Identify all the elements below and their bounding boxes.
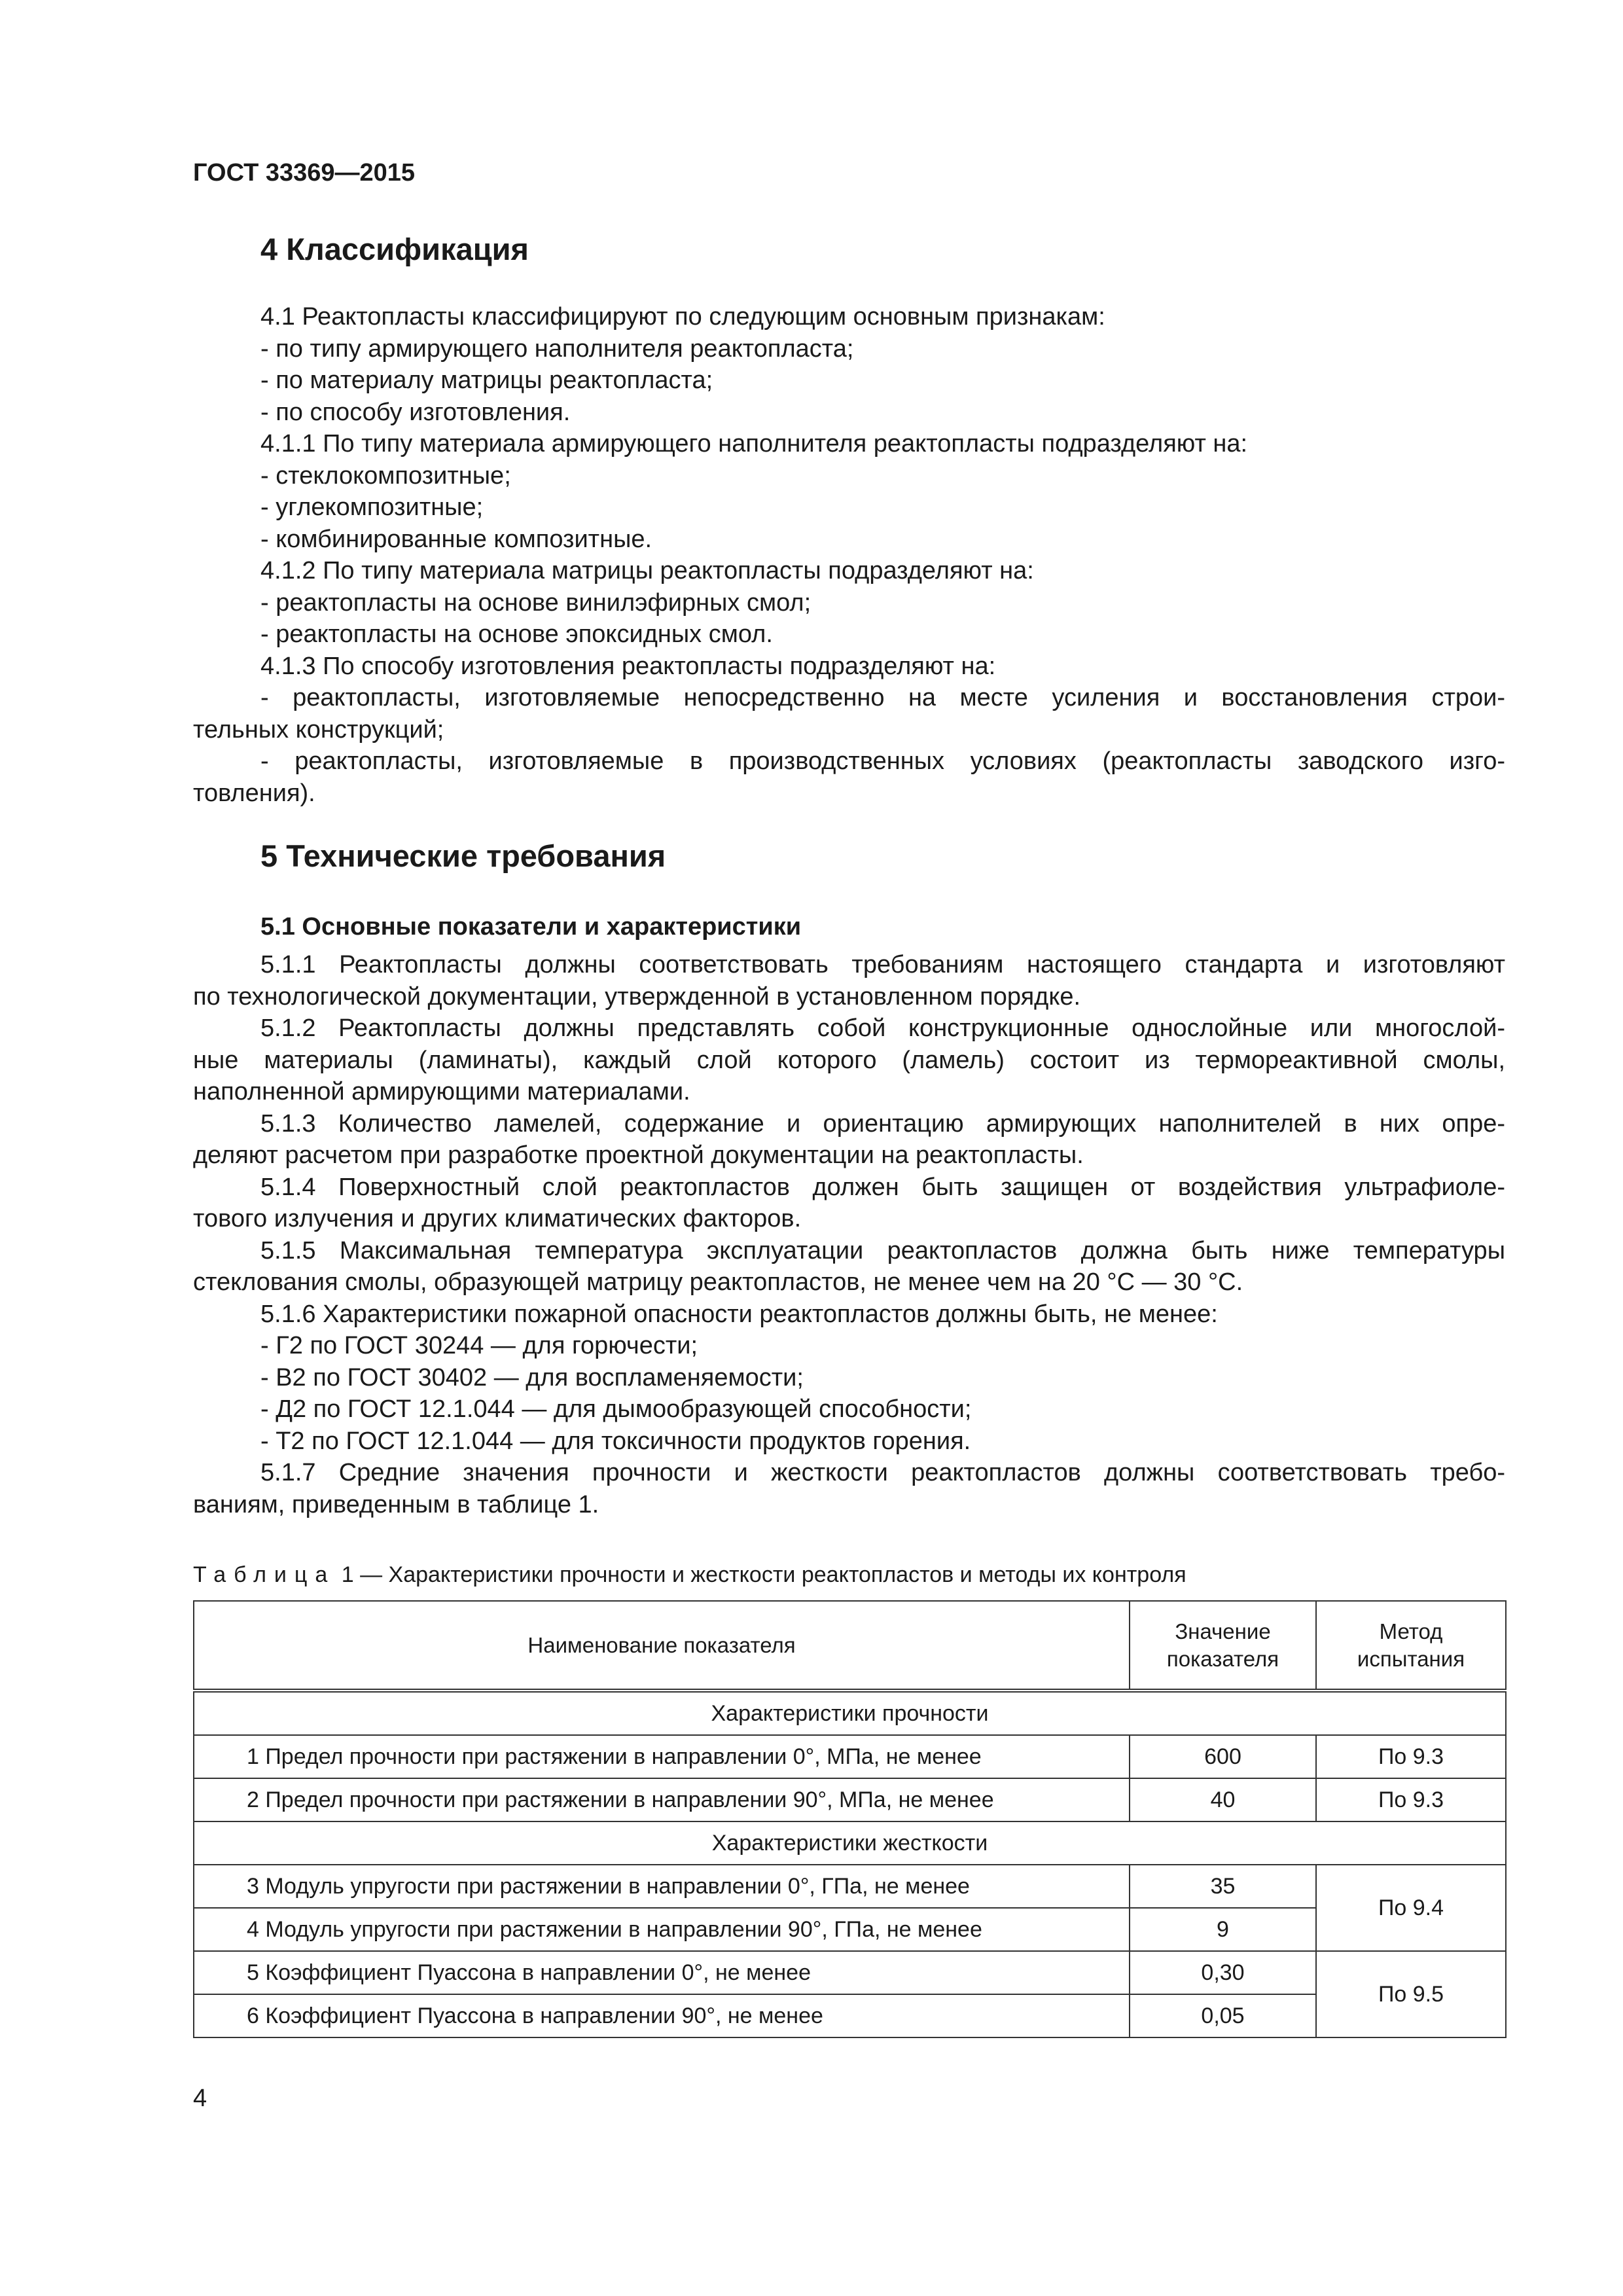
paragraph-continued: тового излучения и других климатических факторов. <box>193 1205 802 1232</box>
section-4-body <box>193 301 1505 809</box>
paragraph: 4.1.3 По способу изготовления реактопласты подразделяют на: <box>260 652 996 680</box>
paragraph-continued: по технологической документации, утвержденной в установленном порядке. <box>193 982 1081 1011</box>
subsection-5-1-title: 5.1 Основные показатели и характеристики <box>260 913 802 941</box>
table-row <box>194 1735 1506 1778</box>
list-item: - углекомпозитные; <box>260 493 484 521</box>
cell-value: 40 <box>1130 1778 1316 1821</box>
header-value: Значение показателя <box>1130 1601 1316 1691</box>
table-caption-text: 1 — Характеристики прочности и жесткости реактопластов и методы их контроля <box>335 1562 1186 1587</box>
paragraph-continued: стеклования смолы, образующей матрицу реактопластов, не менее чем на 20 °С — 30 °С. <box>193 1268 1243 1296</box>
paragraph-continued: наполненной армирующими материалами. <box>193 1078 690 1105</box>
cell-method: По 9.3 <box>1316 1778 1506 1821</box>
cell-name: 3 Модуль упругости при растяжении в направлении 0°, ГПа, не менее <box>194 1865 1130 1908</box>
cell-value: 35 <box>1130 1865 1316 1908</box>
cell-value: 9 <box>1130 1908 1316 1951</box>
table-row <box>194 1951 1506 1994</box>
list-item-continued: товления). <box>193 779 315 807</box>
paragraph: 5.1.7 Средние значения прочности и жесткости реактопластов должны соответствовать требо- <box>260 1459 1505 1486</box>
table-caption <box>193 1562 1186 1588</box>
group-strength: Характеристики прочности <box>194 1691 1506 1735</box>
document-code: ГОСТ 33369—2015 <box>193 159 416 187</box>
list-item: - по типу армирующего наполнителя реактопласта; <box>260 334 854 363</box>
section-4-title: 4 Классификация <box>260 232 529 266</box>
properties-table <box>193 1600 1507 2038</box>
table-row <box>194 1994 1506 2037</box>
paragraph: 5.1.1 Реактопласты должны соответствовать требованиям настоящего стандарта и изготовляют <box>260 951 1505 978</box>
list-item: - комбинированные композитные. <box>260 525 652 553</box>
list-item: - реактопласты, изготовляемые в производственных условиях (реактопласты заводского изго- <box>260 747 1505 775</box>
paragraph: 5.1.5 Максимальная температура эксплуатации реактопластов должна быть ниже температуры <box>260 1236 1505 1265</box>
paragraph: 5.1.2 Реактопласты должны представлять собой конструкционные однослойные или многослой- <box>260 1014 1505 1042</box>
paragraph: 4.1.1 По типу материала армирующего наполнителя реактопласты подразделяют на: <box>260 430 1248 457</box>
table-group-row <box>194 1821 1506 1865</box>
table-row <box>194 1865 1506 1908</box>
cell-value: 0,30 <box>1130 1951 1316 1994</box>
cell-method: По 9.5 <box>1316 1951 1506 2037</box>
paragraph: 4.1.2 По типу материала матрицы реактопласты подразделяют на: <box>260 557 1034 584</box>
page-number: 4 <box>193 2085 207 2112</box>
cell-name: 2 Предел прочности при растяжении в направлении 90°, МПа, не менее <box>194 1778 1130 1821</box>
cell-method: По 9.3 <box>1316 1735 1506 1778</box>
cell-name: 4 Модуль упругости при растяжении в направлении 90°, ГПа, не менее <box>194 1908 1130 1951</box>
list-item: - стеклокомпозитные; <box>260 461 511 490</box>
table-row <box>194 1908 1506 1951</box>
table-header-row <box>194 1601 1506 1691</box>
section-5-body <box>193 949 1505 1520</box>
cell-value: 0,05 <box>1130 1994 1316 2037</box>
list-item: - Г2 по ГОСТ 30244 — для горючести; <box>260 1332 698 1359</box>
table-group-row <box>194 1691 1506 1735</box>
paragraph-continued: деляют расчетом при разработке проектной документации на реактопласты. <box>193 1141 1084 1169</box>
paragraph: 5.1.6 Характеристики пожарной опасности реактопластов должны быть, не менее: <box>260 1300 1218 1328</box>
list-item: - реактопласты, изготовляемые непосредственно на месте усиления и восстановления строи- <box>260 684 1505 711</box>
list-item: - реактопласты на основе эпоксидных смол. <box>260 620 773 648</box>
list-item: - по способу изготовления. <box>260 398 571 426</box>
paragraph-continued: ваниям, приведенным в таблице 1. <box>193 1490 599 1518</box>
section-5-title: 5 Технические требования <box>260 838 666 873</box>
paragraph: 5.1.3 Количество ламелей, содержание и ориентацию армирующих наполнителей в них опре- <box>260 1109 1505 1138</box>
cell-value: 600 <box>1130 1735 1316 1778</box>
paragraph: 4.1 Реактопласты классифицируют по следующим основным признакам: <box>260 303 1105 331</box>
group-stiffness: Характеристики жесткости <box>194 1821 1506 1865</box>
list-item: - В2 по ГОСТ 30402 — для воспламеняемости; <box>260 1363 804 1391</box>
table-caption-word: Таблица <box>193 1562 336 1587</box>
header-test-method: Метод испытания <box>1316 1601 1506 1691</box>
list-item: - реактопласты на основе винилэфирных смол; <box>260 588 812 617</box>
list-item-continued: тельных конструкций; <box>193 715 444 744</box>
paragraph: 5.1.4 Поверхностный слой реактопластов должен быть защищен от воздействия ультрафиоле- <box>260 1173 1505 1201</box>
list-item: - Т2 по ГОСТ 12.1.044 — для токсичности продуктов горения. <box>260 1427 971 1455</box>
cell-name: 6 Коэффициент Пуассона в направлении 90°, не менее <box>194 1994 1130 2037</box>
table-row <box>194 1778 1506 1821</box>
cell-name: 5 Коэффициент Пуассона в направлении 0°, не менее <box>194 1951 1130 1994</box>
list-item: - по материалу матрицы реактопласта; <box>260 367 713 394</box>
header-indicator-name: Наименование показателя <box>194 1601 1130 1691</box>
paragraph-continued: ные материалы (ламинаты), каждый слой которого (ламель) состоит из термореактивной смолы, <box>193 1046 1505 1074</box>
cell-method: По 9.4 <box>1316 1865 1506 1951</box>
cell-name: 1 Предел прочности при растяжении в направлении 0°, МПа, не менее <box>194 1735 1130 1778</box>
list-item: - Д2 по ГОСТ 12.1.044 — для дымообразующей способности; <box>260 1395 972 1423</box>
